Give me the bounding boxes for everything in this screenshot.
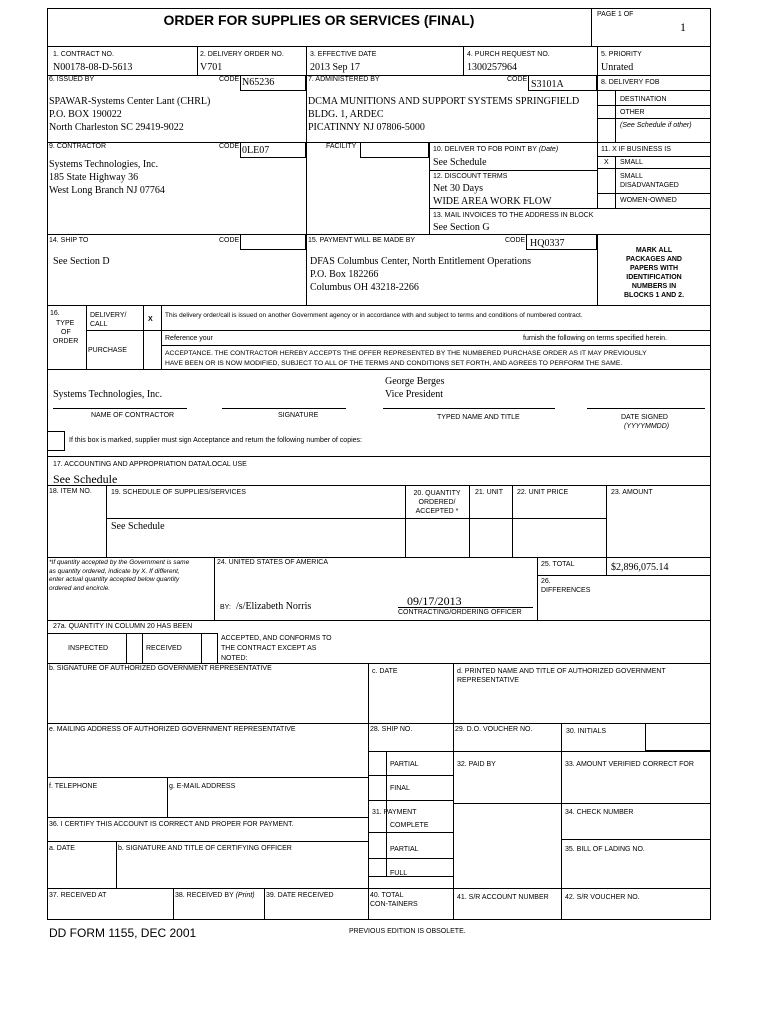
- b41-label: 41. S/R ACCOUNT NUMBER: [457, 894, 549, 901]
- b14-code-label: CODE: [219, 237, 240, 244]
- b16-type: TYPE: [56, 320, 75, 327]
- b12-label: 12. DISCOUNT TERMS: [433, 173, 508, 180]
- cert-sign-label: b. SIGNATURE AND TITLE OF CERTIFYING OFFICER: [118, 845, 292, 852]
- contractor-line1: Systems Technologies, Inc.: [49, 159, 159, 170]
- payment-code: HQ0337: [530, 238, 565, 249]
- total-amount: $2,896,075.14: [611, 562, 669, 573]
- b16-of: OF: [61, 329, 71, 336]
- payment-line2: P.O. Box 182266: [310, 269, 379, 280]
- payment-line1: DFAS Columbus Center, North Entitlement Operations: [310, 256, 532, 267]
- effective-date: 2013 Sep 17: [310, 62, 360, 73]
- purch-request-no: 1300257964: [467, 62, 517, 73]
- b28-label: 28. SHIP NO.: [370, 726, 413, 733]
- cert-date-label: a. DATE: [49, 845, 75, 852]
- ship-to: See Section D: [53, 256, 110, 267]
- b32-label: 32. PAID BY: [457, 761, 496, 768]
- business-small: SMALL: [620, 159, 643, 166]
- issued-by-code: N65236: [242, 77, 275, 88]
- b7-code-label: CODE: [507, 76, 528, 83]
- b35-label: 35. BILL OF LADING NO.: [565, 846, 645, 853]
- fob-destination: DESTINATION: [620, 96, 667, 103]
- previous-edition: PREVIOUS EDITION IS OBSOLETE.: [349, 928, 466, 935]
- complete-label: COMPLETE: [390, 822, 429, 829]
- h20: 20. QUANTITY ORDERED/ ACCEPTED *: [413, 490, 461, 515]
- b2-label: 2. DELIVERY ORDER NO.: [200, 51, 284, 58]
- b27e-label: e. MAILING ADDRESS OF AUTHORIZED GOVERNMENT REPRESENTATIVE: [49, 726, 296, 733]
- b27g-label: g. E-MAIL ADDRESS: [169, 783, 236, 790]
- form-title: ORDER FOR SUPPLIES OR SERVICES (FINAL): [163, 12, 475, 28]
- contract-no: N00178-08-D-5613: [53, 62, 133, 73]
- furnish-following: furnish the following on terms specified herein.: [523, 335, 667, 342]
- accepted-1: ACCEPTED, AND CONFORMS TO: [221, 635, 332, 642]
- received-label: RECEIVED: [146, 645, 182, 652]
- b36-label: 36. I CERTIFY THIS ACCOUNT IS CORRECT AND PROPER FOR PAYMENT.: [49, 821, 294, 828]
- b5-label: 5. PRIORITY: [601, 51, 642, 58]
- accounting-data: See Schedule: [53, 472, 118, 486]
- b34-label: 34. CHECK NUMBER: [565, 809, 634, 816]
- b40-label-1: 40. TOTAL: [370, 892, 404, 899]
- b26-label-2: DIFFERENCES: [541, 587, 591, 594]
- issued-by-line3: North Charleston SC 29419-9022: [49, 122, 184, 133]
- signer-name: George Berges: [385, 376, 445, 387]
- fob-other-note: (See Schedule if other): [620, 122, 692, 129]
- administered-by-code: S3101A: [531, 79, 564, 90]
- b26-label-1: 26.: [541, 578, 551, 585]
- lbl-typed-name: TYPED NAME AND TITLE: [437, 414, 520, 421]
- administered-by-line2: BLDG. 1, ARDEC: [308, 109, 384, 120]
- purchase-label: PURCHASE: [88, 347, 127, 354]
- b40-label-2: CON-TAINERS: [370, 901, 418, 908]
- b31-label: 31. PAYMENT: [372, 809, 417, 816]
- accepted-2: THE CONTRACT EXCEPT AS: [221, 645, 317, 652]
- small-business-mark: X: [604, 159, 609, 166]
- form-number: DD FORM 1155, DEC 2001: [49, 926, 197, 940]
- delivery-call-1: DELIVERY/: [90, 312, 127, 319]
- b33-label: 33. AMOUNT VERIFIED CORRECT FOR: [565, 761, 694, 768]
- priority: Unrated: [601, 62, 634, 73]
- b16-order: ORDER: [53, 338, 79, 345]
- b24-label: 24. UNITED STATES OF AMERICA: [217, 559, 328, 566]
- b39-label: 39. DATE RECEIVED: [266, 892, 334, 899]
- h21: 21. UNIT: [475, 489, 504, 496]
- b13-label: 13. MAIL INVOICES TO THE ADDRESS IN BLOCK: [433, 212, 594, 219]
- h19: 19. SCHEDULE OF SUPPLIES/SERVICES: [111, 489, 246, 496]
- contractor-name: Systems Technologies, Inc.: [53, 389, 163, 400]
- b6-code-label: CODE: [219, 76, 240, 83]
- b27c-label: c. DATE: [372, 668, 398, 675]
- b27d-label-1: d. PRINTED NAME AND TITLE OF AUTHORIZED GOVERNMENT: [457, 668, 666, 675]
- acceptance-line2: HAVE BEEN OR IS NOW MODIFIED, SUBJECT TO ALL OF THE TERMS AND CONDITIONS SET FORTH, AND AGREES TO PERFORM THE SAME.: [165, 360, 623, 367]
- b4-label: 4. PURCH REQUEST NO.: [467, 51, 550, 58]
- b10-label: 10. DELIVER TO FOB POINT BY (Date): [433, 146, 559, 153]
- b1-label: 1. CONTRACT NO.: [53, 51, 114, 58]
- order-date: 09/17/2013: [407, 594, 462, 608]
- delivery-order-no: V701: [200, 62, 223, 73]
- b38-label: 38. RECEIVED BY (Print): [175, 892, 255, 899]
- b15-label: 15. PAYMENT WILL BE MADE BY: [308, 237, 416, 244]
- b27d-label-2: REPRESENTATIVE: [457, 677, 519, 684]
- delivery-call-2: CALL: [90, 321, 108, 328]
- b8-label: 8. DELIVERY FOB: [601, 79, 660, 86]
- initials-box: [645, 723, 711, 751]
- schedule-body: See Schedule: [111, 521, 165, 532]
- administered-by-line1: DCMA MUNITIONS AND SUPPORT SYSTEMS SPRINGFIELD: [308, 96, 580, 107]
- fob-other: OTHER: [620, 109, 645, 116]
- b27b-label: b. SIGNATURE OF AUTHORIZED GOVERNMENT REPRESENTATIVE: [49, 665, 272, 672]
- business-disadvantaged-1: SMALL: [620, 173, 643, 180]
- copies-checkbox[interactable]: [47, 431, 65, 451]
- contractor-line2: 185 State Highway 36: [49, 172, 139, 183]
- mark-all-notice: MARK ALL PACKAGES AND PAPERS WITH IDENTIFICATION NUMBERS IN BLOCKS 1 AND 2.: [623, 247, 685, 299]
- business-women-owned: WOMEN-OWNED: [620, 197, 677, 204]
- b11-label: 11. X IF BUSINESS IS: [601, 146, 671, 153]
- issued-by-line2: P.O. BOX 190022: [49, 109, 122, 120]
- b9-facility-label: FACILITY: [326, 143, 357, 150]
- officer-title: CONTRACTING/ORDERING OFFICER: [398, 609, 522, 616]
- acceptance-line1: ACCEPTANCE. THE CONTRACTOR HEREBY ACCEPTS THE OFFER REPRESENTED BY THE NUMBERED PURCHASE ORDER AS IT MAY PREVIOUSLY: [165, 350, 647, 357]
- lbl-signature: SIGNATURE: [278, 412, 319, 419]
- h18: 18. ITEM NO.: [49, 488, 92, 495]
- accepted-3: NOTED:: [221, 655, 248, 662]
- contractor-line3: West Long Branch NJ 07764: [49, 185, 165, 196]
- discount-line1: Net 30 Days: [433, 183, 483, 194]
- b9-code-label: CODE: [219, 143, 240, 150]
- b30-label: 30. INITIALS: [566, 728, 607, 735]
- copies-text: If this box is marked, supplier must sign Acceptance and return the following number of copies:: [69, 437, 362, 444]
- b14-code-box: [240, 234, 306, 250]
- b37-label: 37. RECEIVED AT: [49, 892, 107, 899]
- b15-code-label: CODE: [505, 237, 526, 244]
- b25-label: 25. TOTAL: [541, 561, 575, 568]
- delivery-call-mark: X: [148, 316, 153, 323]
- b29-label: 29. D.O. VOUCHER NO.: [455, 726, 533, 733]
- b3-label: 3. EFFECTIVE DATE: [310, 51, 377, 58]
- final-label: FINAL: [390, 785, 410, 792]
- b6-label: 6. ISSUED BY: [49, 76, 95, 83]
- partial-label: PARTIAL: [390, 761, 419, 768]
- b17-label: 17. ACCOUNTING AND APPROPRIATION DATA/LOCAL USE: [53, 461, 247, 468]
- delivery-call-text: This delivery order/call is issued on another Government agency or in accordance with and subject to terms and conditions of numbered contract.: [165, 312, 583, 319]
- b9-label: 9. CONTRACTOR: [49, 143, 107, 150]
- b16-num: 16.: [50, 310, 60, 317]
- lbl-date-signed: DATE SIGNED: [621, 414, 668, 421]
- signer-title: Vice President: [385, 389, 443, 400]
- lbl-contractor-name: NAME OF CONTRACTOR: [91, 412, 175, 419]
- quantity-note: *If quantity accepted by the Government is same as quantity ordered, indicate by X. If different, enter actual quantity accepted below quantity ordered and encircle.: [49, 559, 190, 592]
- reference-your: Reference your: [165, 335, 213, 342]
- page-label: PAGE 1 OF: [597, 11, 634, 18]
- payment-line3: Columbus OH 43218-2266: [310, 282, 419, 293]
- b14-label: 14. SHIP TO: [49, 237, 89, 244]
- facility-box: [360, 142, 429, 158]
- page-total: 1: [680, 20, 686, 34]
- deliver-by: See Schedule: [433, 157, 487, 168]
- b7-label: 7. ADMINISTERED BY: [308, 76, 380, 83]
- lbl-date-format: (YYYYMMDD): [624, 423, 670, 430]
- b27f-label: f. TELEPHONE: [49, 783, 98, 790]
- full-label: FULL: [390, 870, 408, 877]
- h23: 23. AMOUNT: [611, 489, 653, 496]
- b24-by-label: BY:: [220, 604, 231, 611]
- officer-signature: /s/Elizabeth Norris: [236, 601, 312, 612]
- business-disadvantaged-2: DISADVANTAGED: [620, 182, 679, 189]
- issued-by-line1: SPAWAR-Systems Center Lant (CHRL): [49, 96, 211, 107]
- contractor-code: 0LE07: [242, 145, 270, 156]
- discount-line2: WIDE AREA WORK FLOW: [433, 196, 552, 207]
- h22: 22. UNIT PRICE: [517, 489, 569, 496]
- inspected-label: INSPECTED: [68, 645, 109, 652]
- b42-label: 42. S/R VOUCHER NO.: [565, 894, 640, 901]
- b27-label: 27a. QUANTITY IN COLUMN 20 HAS BEEN: [53, 623, 193, 630]
- administered-by-line3: PICATINNY NJ 07806-5000: [308, 122, 425, 133]
- partial2-label: PARTIAL: [390, 846, 419, 853]
- mail-invoices: See Section G: [433, 222, 490, 233]
